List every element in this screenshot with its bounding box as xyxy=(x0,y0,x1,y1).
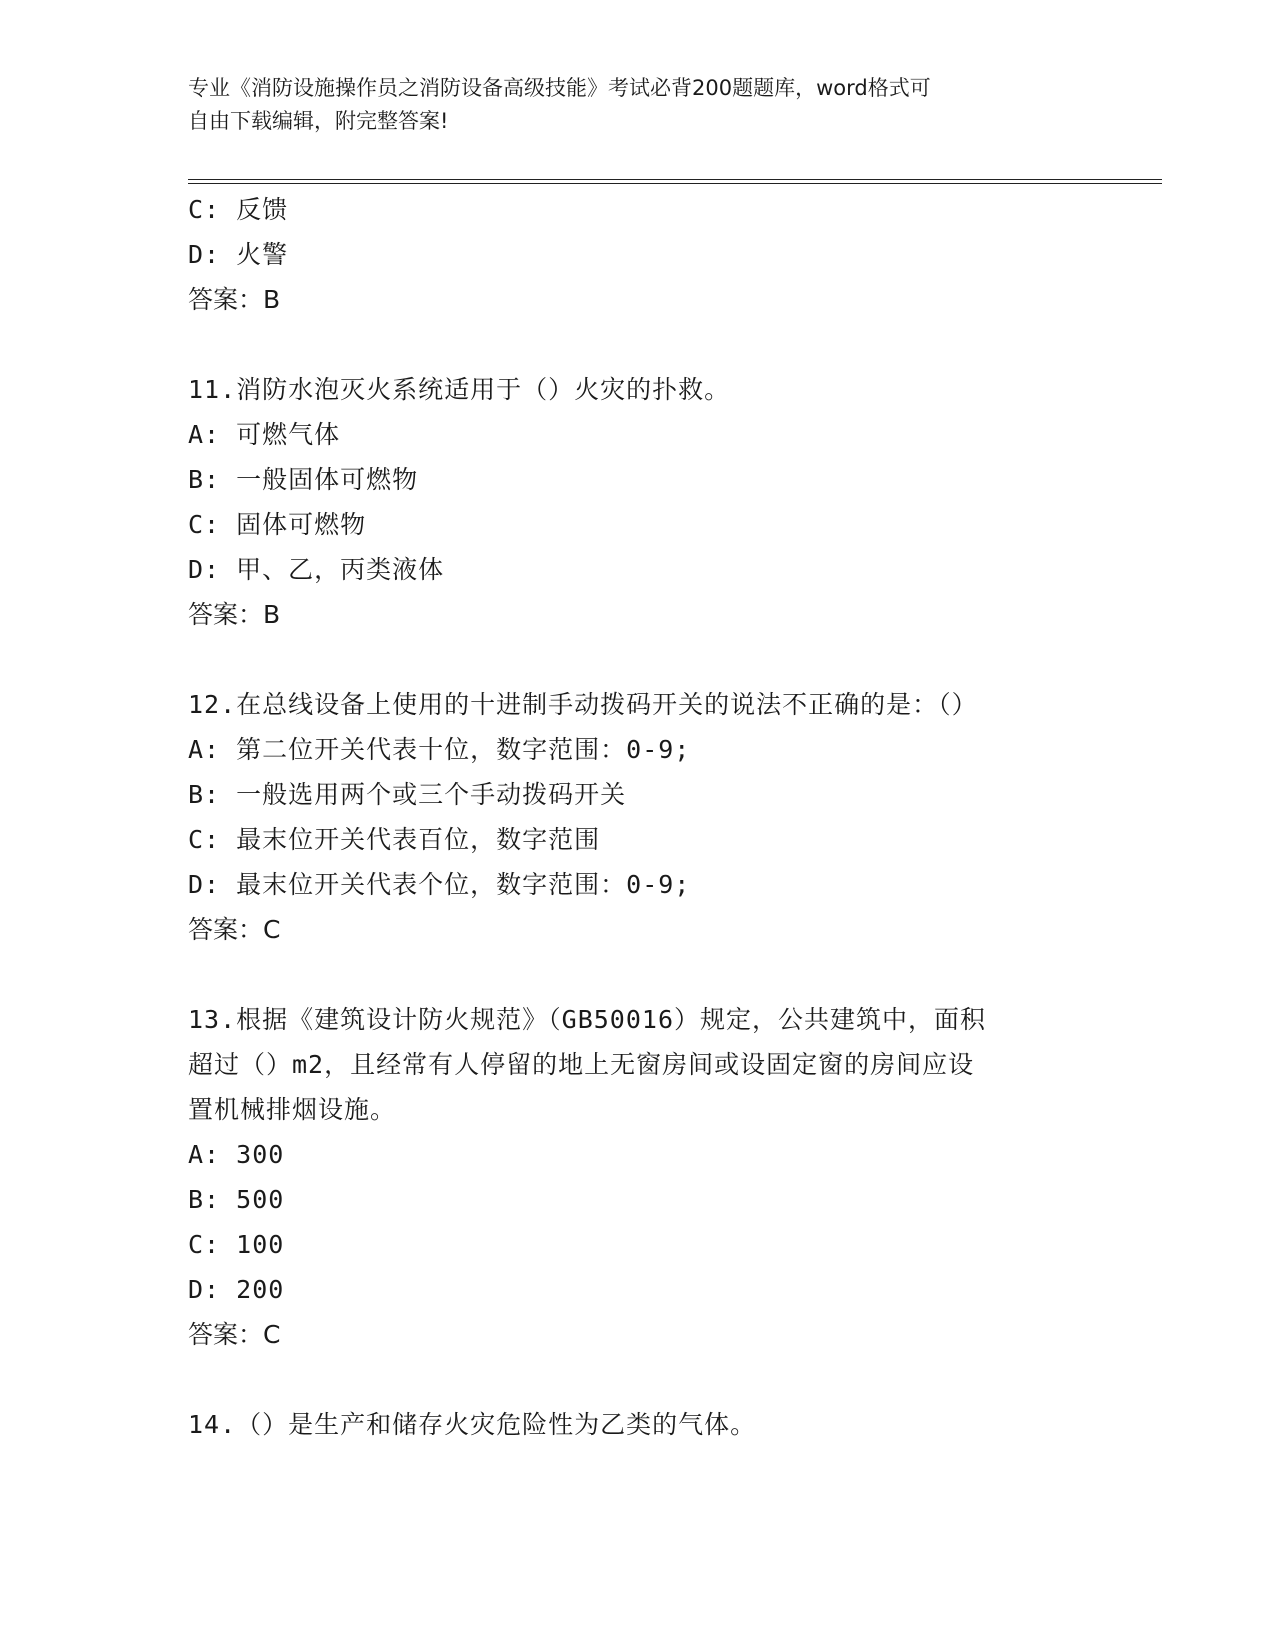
q12-option-d: D: 最末位开关代表个位，数字范围：0-9; xyxy=(188,870,691,899)
header-line-2: 自由下载编辑，附完整答案! xyxy=(188,109,449,133)
q13-option-b: B: 500 xyxy=(188,1185,285,1214)
q14-stem: 14.（）是生产和储存火灾危险性为乙类的气体。 xyxy=(188,1410,757,1439)
prev-option-c: C: 反馈 xyxy=(188,195,289,224)
q13-stem-line-2: 超过（）m2，且经常有人停留的地上无窗房间或设固定窗的房间应设 xyxy=(188,1050,975,1079)
q11-option-b: B: 一般固体可燃物 xyxy=(188,465,419,494)
q11-stem: 11.消防水泡灭火系统适用于（）火灾的扑救。 xyxy=(188,375,731,404)
q13-stem-line-3: 置机械排烟设施。 xyxy=(188,1095,397,1124)
q11-answer: 答案：B xyxy=(188,600,281,629)
page-header xyxy=(188,72,1088,138)
q12-stem: 12.在总线设备上使用的十进制手动拨码开关的说法不正确的是：（） xyxy=(188,690,978,719)
header-divider-top xyxy=(188,179,1162,180)
q13-option-a: A: 300 xyxy=(188,1140,285,1169)
q12-option-b: B: 一般选用两个或三个手动拨码开关 xyxy=(188,780,627,809)
header-line-1: 专业《消防设施操作员之消防设备高级技能》考试必背200题题库，word格式可 xyxy=(188,76,931,100)
q12-option-c: C: 最末位开关代表百位，数字范围 xyxy=(188,825,601,854)
header-divider-bottom xyxy=(188,183,1162,184)
q13-option-d: D: 200 xyxy=(188,1275,285,1304)
q11-option-a: A: 可燃气体 xyxy=(188,420,341,449)
prev-answer: 答案：B xyxy=(188,285,281,314)
q13-option-c: C: 100 xyxy=(188,1230,285,1259)
q13-answer: 答案：C xyxy=(188,1320,281,1349)
q12-option-a: A: 第二位开关代表十位，数字范围：0-9; xyxy=(188,735,691,764)
prev-option-d: D: 火警 xyxy=(188,240,289,269)
q13-stem-line-1: 13.根据《建筑设计防火规范》（GB50016）规定，公共建筑中，面积 xyxy=(188,1005,987,1034)
q11-option-d: D: 甲、乙，丙类液体 xyxy=(188,555,445,584)
q12-answer: 答案：C xyxy=(188,915,281,944)
q11-option-c: C: 固体可燃物 xyxy=(188,510,367,539)
